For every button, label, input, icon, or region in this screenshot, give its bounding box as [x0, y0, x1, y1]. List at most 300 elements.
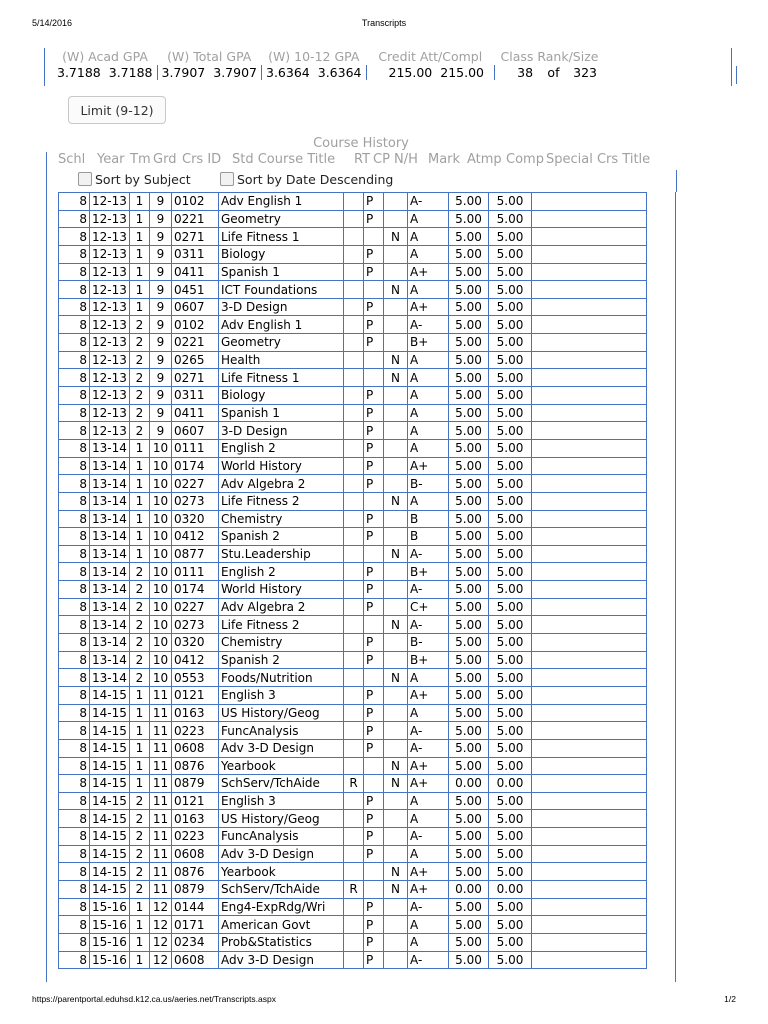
cell-grade: 11 — [150, 739, 172, 757]
cell-nh: N — [384, 228, 408, 246]
cell-special-title — [532, 651, 647, 669]
cell-atmp: 5.00 — [449, 669, 489, 687]
cell-schl: 8 — [59, 351, 90, 369]
cell-term: 2 — [130, 616, 150, 634]
cell-special-title — [532, 863, 647, 881]
cell-mark: A- — [408, 581, 449, 599]
cell-nh: N — [384, 545, 408, 563]
cell-rt — [344, 651, 364, 669]
cell-rt — [344, 845, 364, 863]
cell-course-title: Life Fitness 1 — [219, 228, 344, 246]
cell-special-title — [532, 545, 647, 563]
cell-crs-id: 0223 — [172, 722, 219, 740]
sort-by-date-option[interactable] — [220, 172, 393, 187]
cell-crs-id: 0223 — [172, 828, 219, 846]
cell-special-title — [532, 845, 647, 863]
cell-rt — [344, 457, 364, 475]
cell-nh — [384, 457, 408, 475]
cell-crs-id: 0121 — [172, 792, 219, 810]
col-tm: Tm — [130, 152, 151, 167]
cell-crs-id: 0879 — [172, 775, 219, 793]
cell-mark: B — [408, 510, 449, 528]
cell-nh — [384, 916, 408, 934]
cell-nh: N — [384, 492, 408, 510]
cell-rt — [344, 228, 364, 246]
cell-course-title: Prob&Statistics — [219, 933, 344, 951]
cell-atmp: 5.00 — [449, 704, 489, 722]
print-url: https://parentportal.eduhsd.k12.ca.us/aeries.net/Transcripts.aspx — [32, 994, 276, 1004]
cell-mark: A — [408, 228, 449, 246]
cell-nh: N — [384, 880, 408, 898]
cell-schl: 8 — [59, 298, 90, 316]
cell-grade: 12 — [150, 951, 172, 969]
cell-mark: B+ — [408, 651, 449, 669]
cell-nh: N — [384, 669, 408, 687]
cell-course-title: Adv 3-D Design — [219, 951, 344, 969]
cell-comp: 5.00 — [489, 845, 532, 863]
cell-cp: P — [364, 686, 384, 704]
col-atmp: Atmp — [467, 152, 502, 167]
cell-course-title: American Govt — [219, 916, 344, 934]
cell-cp — [364, 369, 384, 387]
cell-crs-id: 0102 — [172, 193, 219, 211]
cell-rt — [344, 404, 364, 422]
cell-course-title: US History/Geog — [219, 810, 344, 828]
cell-mark: A — [408, 845, 449, 863]
cell-grade: 9 — [150, 210, 172, 228]
acad-gpa-value: 3.7188 — [57, 65, 101, 80]
cell-grade: 12 — [150, 916, 172, 934]
cell-course-title: World History — [219, 457, 344, 475]
cell-grade: 9 — [150, 369, 172, 387]
cell-schl: 8 — [59, 616, 90, 634]
cell-special-title — [532, 281, 647, 299]
cell-year: 13-14 — [90, 581, 130, 599]
cell-special-title — [532, 722, 647, 740]
cell-year: 12-13 — [90, 404, 130, 422]
table-row — [59, 510, 647, 528]
cell-year: 13-14 — [90, 545, 130, 563]
cell-cp: P — [364, 704, 384, 722]
cell-schl: 8 — [59, 669, 90, 687]
print-title: Transcripts — [361, 18, 407, 28]
cell-atmp: 5.00 — [449, 439, 489, 457]
cell-course-title: English 2 — [219, 439, 344, 457]
cell-year: 12-13 — [90, 316, 130, 334]
cell-grade: 11 — [150, 757, 172, 775]
cell-special-title — [532, 528, 647, 546]
table-row — [59, 686, 647, 704]
cell-crs-id: 0221 — [172, 334, 219, 352]
cell-course-title: Geometry — [219, 210, 344, 228]
cell-nh — [384, 528, 408, 546]
cell-grade: 9 — [150, 387, 172, 405]
cell-rt — [344, 792, 364, 810]
cell-rt — [344, 193, 364, 211]
cell-grade: 10 — [150, 581, 172, 599]
cell-crs-id: 0412 — [172, 528, 219, 546]
cell-course-title: Foods/Nutrition — [219, 669, 344, 687]
cell-grade: 12 — [150, 898, 172, 916]
cell-atmp: 5.00 — [449, 845, 489, 863]
cell-term: 1 — [130, 916, 150, 934]
cell-rt — [344, 704, 364, 722]
cell-nh: N — [384, 757, 408, 775]
table-row — [59, 404, 647, 422]
cell-nh — [384, 810, 408, 828]
cell-cp: P — [364, 510, 384, 528]
sort-by-subject-option[interactable] — [78, 172, 191, 187]
cell-nh — [384, 475, 408, 493]
cell-cp: P — [364, 316, 384, 334]
cell-comp: 5.00 — [489, 210, 532, 228]
cell-term: 1 — [130, 757, 150, 775]
cell-special-title — [532, 616, 647, 634]
cell-year: 13-14 — [90, 439, 130, 457]
cell-atmp: 5.00 — [449, 634, 489, 652]
cell-cp: P — [364, 528, 384, 546]
cell-rt — [344, 722, 364, 740]
cell-comp: 5.00 — [489, 263, 532, 281]
cell-schl: 8 — [59, 651, 90, 669]
table-row — [59, 951, 647, 969]
cell-rt — [344, 933, 364, 951]
cell-schl: 8 — [59, 228, 90, 246]
class-size: 323 — [573, 65, 597, 80]
cell-special-title — [532, 581, 647, 599]
table-row — [59, 334, 647, 352]
cell-course-title: English 3 — [219, 792, 344, 810]
cell-rt — [344, 810, 364, 828]
cell-mark: A+ — [408, 263, 449, 281]
cell-mark: A — [408, 387, 449, 405]
cell-rt — [344, 369, 364, 387]
cell-atmp: 5.00 — [449, 933, 489, 951]
cell-comp: 5.00 — [489, 722, 532, 740]
cell-special-title — [532, 457, 647, 475]
cell-year: 12-13 — [90, 369, 130, 387]
cell-schl: 8 — [59, 792, 90, 810]
cell-comp: 5.00 — [489, 228, 532, 246]
cell-course-title: Adv English 1 — [219, 316, 344, 334]
cell-rt: R — [344, 775, 364, 793]
cell-rt — [344, 863, 364, 881]
cell-mark: A- — [408, 316, 449, 334]
cell-year: 14-15 — [90, 722, 130, 740]
cell-crs-id: 0265 — [172, 351, 219, 369]
cell-crs-id: 0227 — [172, 475, 219, 493]
cell-cp — [364, 880, 384, 898]
cell-schl: 8 — [59, 686, 90, 704]
table-row — [59, 545, 647, 563]
cell-course-title: Life Fitness 1 — [219, 369, 344, 387]
cell-course-title: English 3 — [219, 686, 344, 704]
cell-cp: P — [364, 739, 384, 757]
cell-schl: 8 — [59, 387, 90, 405]
cell-cp: P — [364, 845, 384, 863]
cell-term: 1 — [130, 210, 150, 228]
table-row — [59, 810, 647, 828]
cell-schl: 8 — [59, 422, 90, 440]
cell-rt — [344, 545, 364, 563]
sort-by-date-checkbox[interactable] — [220, 172, 234, 186]
cell-mark: A — [408, 704, 449, 722]
cell-nh — [384, 387, 408, 405]
cell-mark: A- — [408, 545, 449, 563]
cell-grade: 9 — [150, 334, 172, 352]
cell-cp: P — [364, 422, 384, 440]
cell-term: 1 — [130, 951, 150, 969]
cell-atmp: 5.00 — [449, 510, 489, 528]
cell-mark: B+ — [408, 563, 449, 581]
cell-grade: 12 — [150, 933, 172, 951]
cell-comp: 5.00 — [489, 387, 532, 405]
cell-atmp: 5.00 — [449, 563, 489, 581]
table-row — [59, 616, 647, 634]
limit-button[interactable]: Limit (9-12) — [68, 96, 166, 124]
cell-cp: P — [364, 475, 384, 493]
cell-grade: 11 — [150, 880, 172, 898]
cell-nh — [384, 634, 408, 652]
cell-nh — [384, 245, 408, 263]
cell-grade: 10 — [150, 492, 172, 510]
cell-special-title — [532, 563, 647, 581]
table-row — [59, 880, 647, 898]
cell-special-title — [532, 228, 647, 246]
cell-rt — [344, 316, 364, 334]
cell-crs-id: 0273 — [172, 492, 219, 510]
cell-atmp: 5.00 — [449, 298, 489, 316]
cell-crs-id: 0271 — [172, 369, 219, 387]
cell-grade: 9 — [150, 351, 172, 369]
cell-term: 1 — [130, 228, 150, 246]
cell-schl: 8 — [59, 828, 90, 846]
cell-cp — [364, 775, 384, 793]
cell-grade: 11 — [150, 863, 172, 881]
cell-mark: A- — [408, 722, 449, 740]
cell-term: 1 — [130, 457, 150, 475]
cell-atmp: 5.00 — [449, 351, 489, 369]
cell-term: 2 — [130, 581, 150, 599]
cell-mark: A — [408, 281, 449, 299]
cell-schl: 8 — [59, 404, 90, 422]
cell-atmp: 5.00 — [449, 757, 489, 775]
cell-grade: 10 — [150, 616, 172, 634]
cell-nh — [384, 422, 408, 440]
cell-schl: 8 — [59, 457, 90, 475]
cell-schl: 8 — [59, 933, 90, 951]
cell-mark: B- — [408, 634, 449, 652]
course-table — [58, 192, 647, 969]
cell-rt — [344, 475, 364, 493]
print-page-number: 1/2 — [724, 994, 736, 1004]
cell-special-title — [532, 387, 647, 405]
gpa-summary — [44, 48, 732, 86]
cell-course-title: Chemistry — [219, 634, 344, 652]
cell-nh — [384, 686, 408, 704]
cell-course-title: 3-D Design — [219, 298, 344, 316]
cell-term: 1 — [130, 545, 150, 563]
table-row — [59, 316, 647, 334]
cell-rt — [344, 439, 364, 457]
cell-mark: A+ — [408, 686, 449, 704]
cell-cp: P — [364, 387, 384, 405]
cell-term: 2 — [130, 651, 150, 669]
cell-rt — [344, 739, 364, 757]
table-row — [59, 792, 647, 810]
col-comp: Comp — [506, 152, 544, 167]
cell-mark: A — [408, 351, 449, 369]
cell-schl: 8 — [59, 193, 90, 211]
cell-schl: 8 — [59, 510, 90, 528]
cell-nh — [384, 210, 408, 228]
cell-special-title — [532, 492, 647, 510]
cell-grade: 9 — [150, 404, 172, 422]
cell-nh — [384, 739, 408, 757]
cell-rt — [344, 281, 364, 299]
cell-course-title: SchServ/TchAide — [219, 775, 344, 793]
cell-year: 13-14 — [90, 475, 130, 493]
cell-term: 1 — [130, 263, 150, 281]
table-row — [59, 634, 647, 652]
cell-year: 14-15 — [90, 828, 130, 846]
cell-comp: 5.00 — [489, 581, 532, 599]
cell-term: 2 — [130, 334, 150, 352]
cell-atmp: 5.00 — [449, 210, 489, 228]
cell-cp — [364, 351, 384, 369]
cell-schl: 8 — [59, 475, 90, 493]
cell-comp: 5.00 — [489, 351, 532, 369]
cell-grade: 9 — [150, 316, 172, 334]
cell-course-title: Yearbook — [219, 863, 344, 881]
cell-schl: 8 — [59, 898, 90, 916]
cell-crs-id: 0608 — [172, 951, 219, 969]
cell-grade: 9 — [150, 422, 172, 440]
table-row — [59, 598, 647, 616]
cell-mark: A — [408, 210, 449, 228]
cell-nh — [384, 828, 408, 846]
cell-term: 1 — [130, 722, 150, 740]
cell-comp: 5.00 — [489, 369, 532, 387]
cell-schl: 8 — [59, 545, 90, 563]
cell-term: 2 — [130, 351, 150, 369]
cell-nh — [384, 598, 408, 616]
cell-schl: 8 — [59, 492, 90, 510]
cell-year: 13-14 — [90, 528, 130, 546]
cell-comp: 5.00 — [489, 616, 532, 634]
cell-course-title: Eng4-ExpRdg/Wri — [219, 898, 344, 916]
cell-mark: A — [408, 669, 449, 687]
cell-schl: 8 — [59, 951, 90, 969]
cell-year: 13-14 — [90, 563, 130, 581]
cell-special-title — [532, 369, 647, 387]
cell-special-title — [532, 439, 647, 457]
total-gpa-header: (W) Total GPA — [167, 49, 252, 64]
cell-schl: 8 — [59, 775, 90, 793]
cell-cp: P — [364, 933, 384, 951]
cell-schl: 8 — [59, 210, 90, 228]
cell-nh — [384, 193, 408, 211]
cell-term: 1 — [130, 439, 150, 457]
cell-atmp: 5.00 — [449, 916, 489, 934]
cell-year: 14-15 — [90, 845, 130, 863]
cell-schl: 8 — [59, 528, 90, 546]
cell-cp: P — [364, 439, 384, 457]
cell-mark: A- — [408, 193, 449, 211]
col-cp: CP — [373, 152, 390, 167]
cell-term: 2 — [130, 669, 150, 687]
cell-special-title — [532, 951, 647, 969]
cell-crs-id: 0227 — [172, 598, 219, 616]
cell-crs-id: 0411 — [172, 263, 219, 281]
cell-term: 1 — [130, 686, 150, 704]
cell-cp — [364, 228, 384, 246]
cell-year: 14-15 — [90, 775, 130, 793]
cell-grade: 10 — [150, 457, 172, 475]
cell-atmp: 5.00 — [449, 863, 489, 881]
cell-term: 2 — [130, 828, 150, 846]
sort-by-subject-checkbox[interactable] — [78, 172, 92, 186]
cell-cp: P — [364, 334, 384, 352]
cell-special-title — [532, 686, 647, 704]
cell-course-title: FuncAnalysis — [219, 828, 344, 846]
table-row — [59, 757, 647, 775]
cell-cp — [364, 545, 384, 563]
cell-comp: 5.00 — [489, 951, 532, 969]
cell-crs-id: 0320 — [172, 634, 219, 652]
cell-rt — [344, 298, 364, 316]
table-row — [59, 369, 647, 387]
cell-course-title: Adv English 1 — [219, 193, 344, 211]
print-date: 5/14/2016 — [32, 18, 73, 28]
cell-crs-id: 0877 — [172, 545, 219, 563]
cell-rt — [344, 616, 364, 634]
cell-cp: P — [364, 722, 384, 740]
cell-rt — [344, 598, 364, 616]
cell-special-title — [532, 898, 647, 916]
cell-crs-id: 0271 — [172, 228, 219, 246]
cell-special-title — [532, 193, 647, 211]
cell-rt — [344, 757, 364, 775]
cell-cp: P — [364, 245, 384, 263]
cell-term: 1 — [130, 475, 150, 493]
sort-by-subject-label: Sort by Subject — [95, 172, 191, 187]
print-header — [32, 18, 736, 32]
cell-term: 1 — [130, 510, 150, 528]
cell-comp: 0.00 — [489, 775, 532, 793]
cell-term: 2 — [130, 369, 150, 387]
cell-nh — [384, 898, 408, 916]
cell-term: 2 — [130, 845, 150, 863]
cell-course-title: Adv Algebra 2 — [219, 598, 344, 616]
cell-schl: 8 — [59, 916, 90, 934]
cell-crs-id: 0411 — [172, 404, 219, 422]
cell-mark: A — [408, 422, 449, 440]
cell-atmp: 5.00 — [449, 828, 489, 846]
acad-gpa-header: (W) Acad GPA — [62, 49, 148, 64]
cell-comp: 5.00 — [489, 457, 532, 475]
cell-mark: B+ — [408, 334, 449, 352]
cell-cp: P — [364, 898, 384, 916]
cell-cp: P — [364, 916, 384, 934]
cell-nh: N — [384, 616, 408, 634]
cell-crs-id: 0163 — [172, 704, 219, 722]
cell-year: 14-15 — [90, 686, 130, 704]
course-table-wrap — [46, 192, 676, 982]
cell-grade: 10 — [150, 669, 172, 687]
table-row — [59, 263, 647, 281]
table-row — [59, 457, 647, 475]
